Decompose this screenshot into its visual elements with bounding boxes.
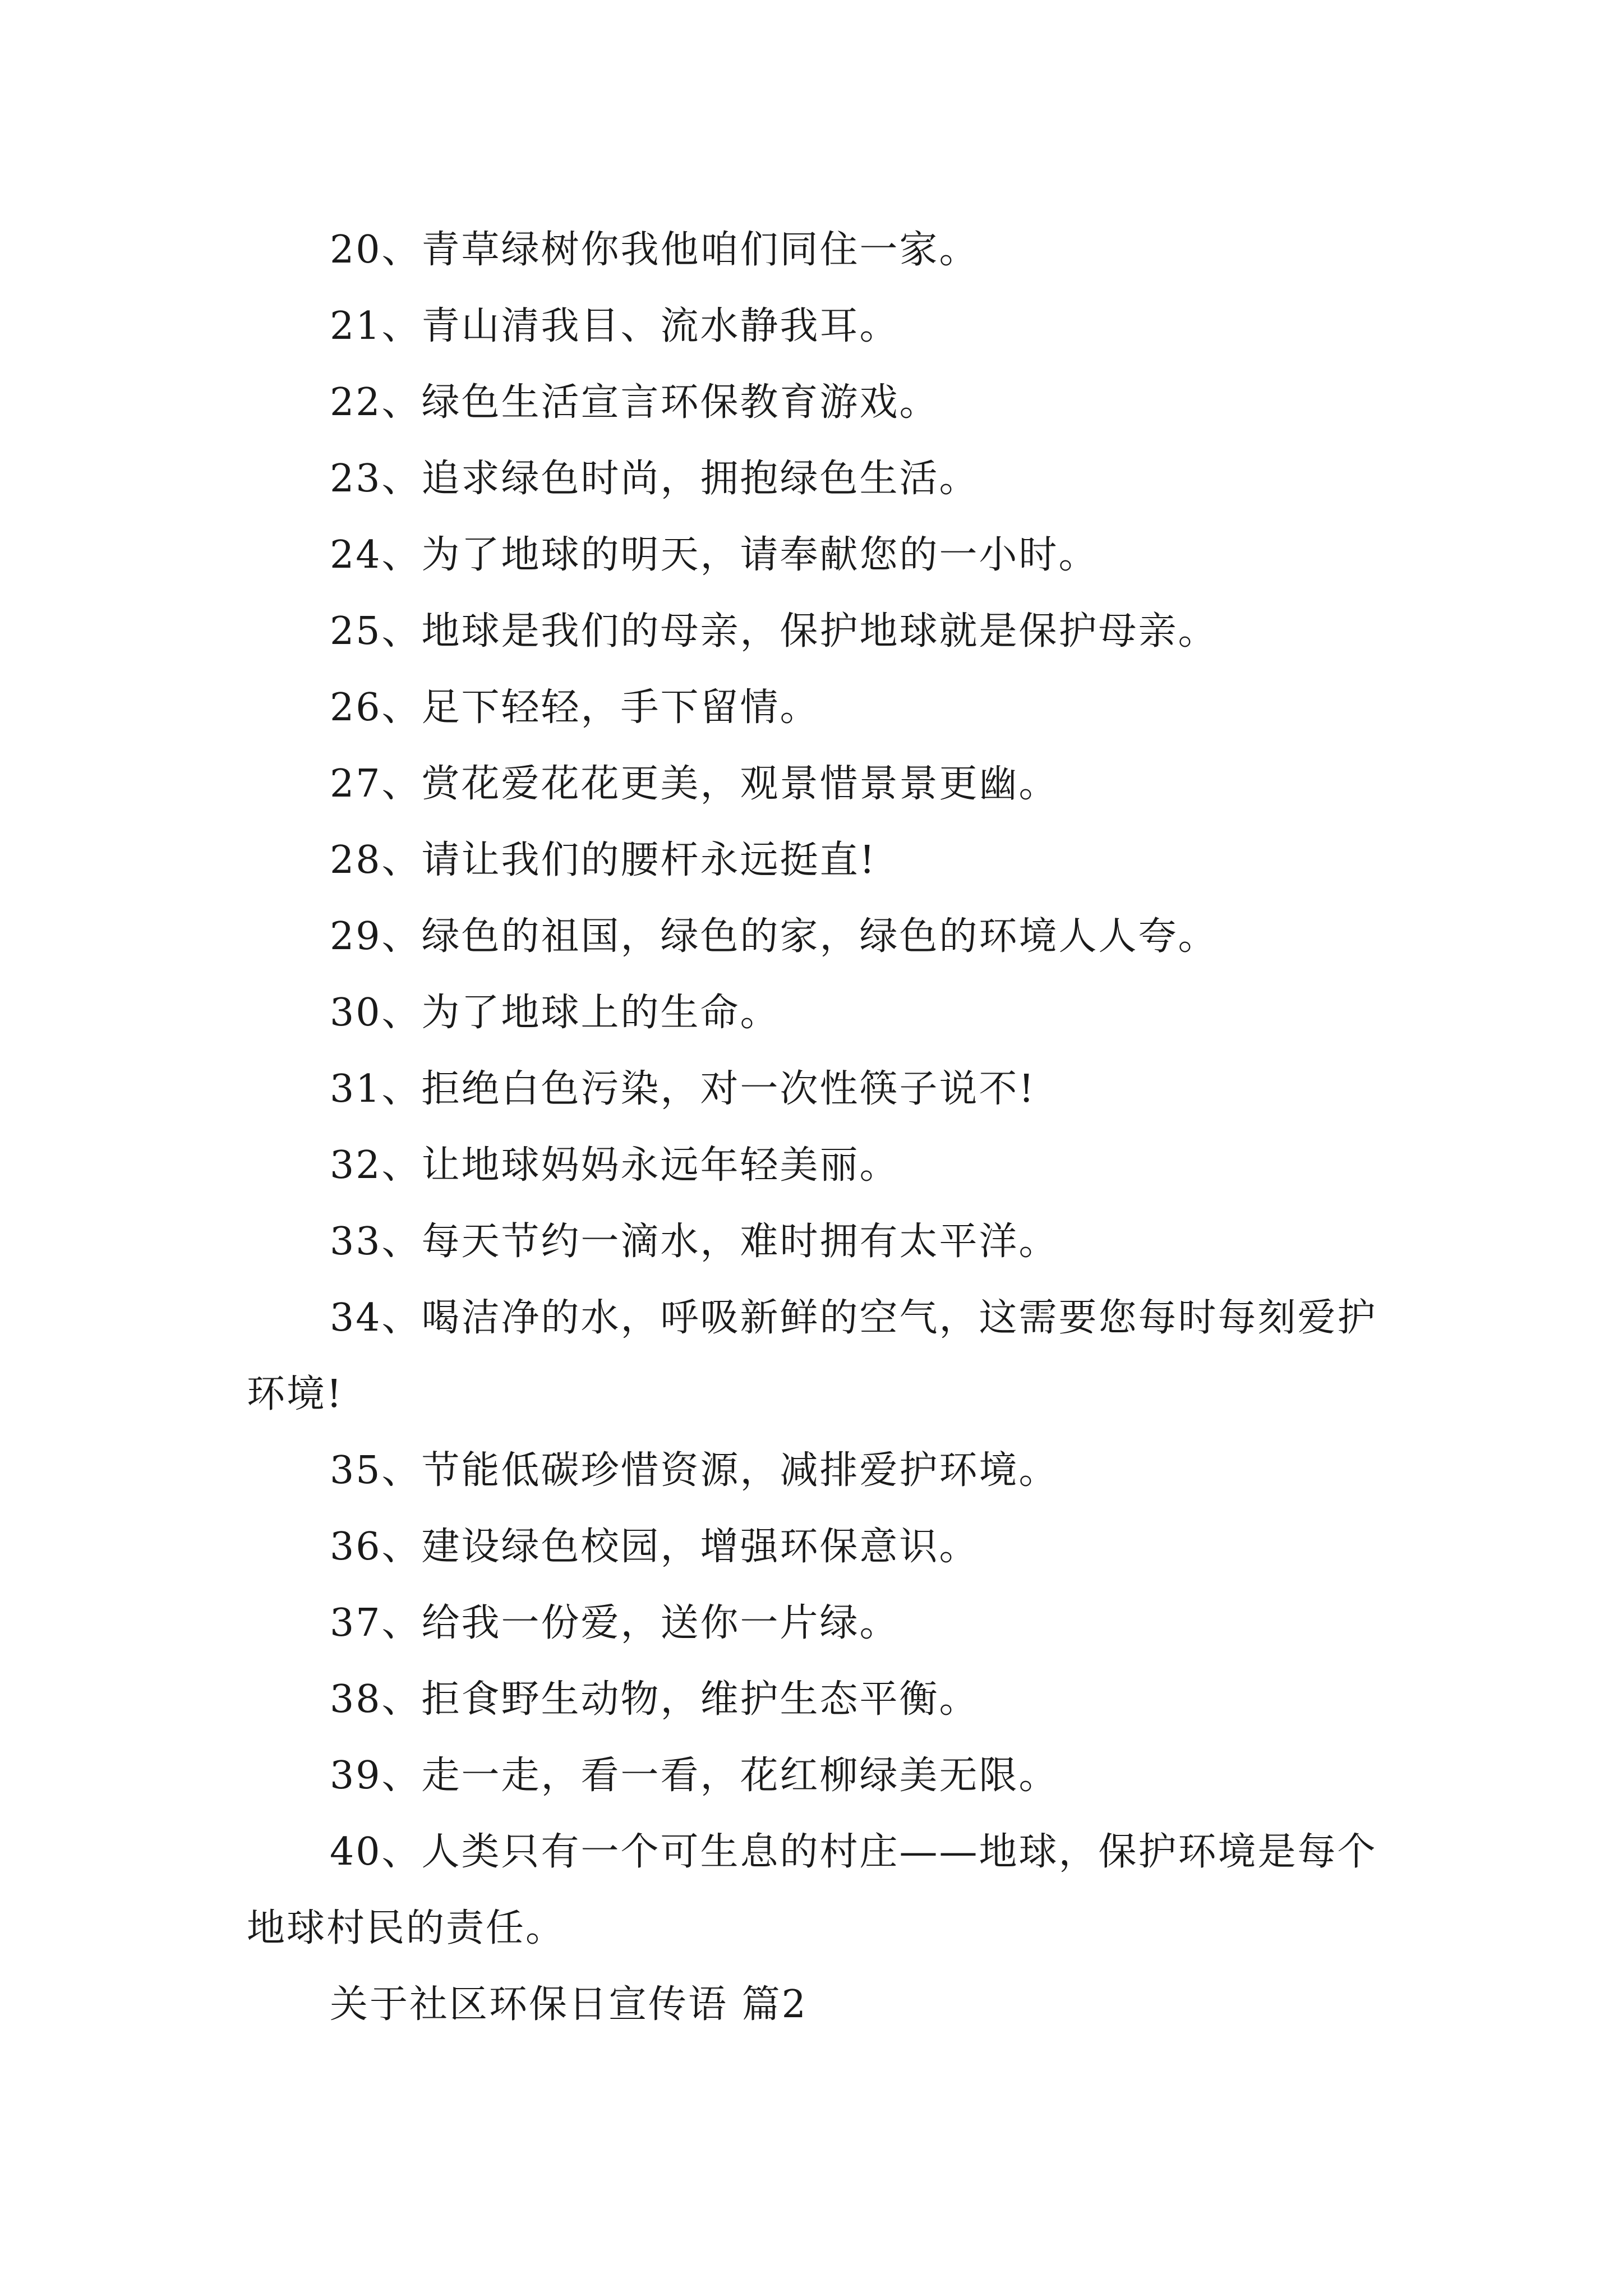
slogan-23: 23、追求绿色时尚，拥抱绿色生活。 (330, 457, 979, 501)
slogan-28: 28、请让我们的腰杆永远挺直! (330, 838, 877, 882)
slogan-40: 40、人类只有一个可生息的村庄——地球，保护环境是每个地球村民的责任。 (247, 1830, 1377, 1950)
slogan-33: 33、每天节约一滴水，难时拥有太平洋。 (330, 1220, 1059, 1264)
slogan-34: 34、喝洁净的水，呼吸新鲜的空气，这需要您每时每刻爱护环境! (247, 1296, 1377, 1416)
slogan-29: 29、绿色的祖国，绿色的家，绿色的环境人人夸。 (330, 914, 1218, 959)
slogan-31: 31、拒绝白色污染，对一次性筷子说不! (330, 1067, 1036, 1111)
slogan-22: 22、绿色生活宣言环保教育游戏。 (330, 380, 939, 425)
slogan-38: 38、拒食野生动物，维护生态平衡。 (330, 1677, 979, 1722)
slogan-20: 20、青草绿树你我他咱们同住一家。 (330, 228, 979, 272)
slogan-24: 24、为了地球的明天，请奉献您的一小时。 (330, 533, 1099, 577)
slogan-25: 25、地球是我们的母亲，保护地球就是保护母亲。 (330, 609, 1218, 654)
slogan-39: 39、走一走，看一看，花红柳绿美无限。 (330, 1754, 1059, 1798)
document-body (247, 212, 1391, 2043)
slogan-26: 26、足下轻轻，手下留情。 (330, 685, 820, 730)
slogan-36: 36、建设绿色校园，增强环保意识。 (330, 1525, 979, 1569)
section-heading: 关于社区环保日宣传语 篇2 (330, 1982, 808, 2027)
slogan-27: 27、赏花爱花花更美，观景惜景景更幽。 (330, 762, 1059, 806)
slogan-21: 21、青山清我目、流水静我耳。 (330, 304, 900, 348)
slogan-37: 37、给我一份爱，送你一片绿。 (330, 1601, 900, 1645)
slogan-35: 35、节能低碳珍惜资源，减排爱护环境。 (330, 1448, 1059, 1493)
slogan-30: 30、为了地球上的生命。 (330, 991, 780, 1035)
slogan-32: 32、让地球妈妈永远年轻美丽。 (330, 1143, 900, 1188)
